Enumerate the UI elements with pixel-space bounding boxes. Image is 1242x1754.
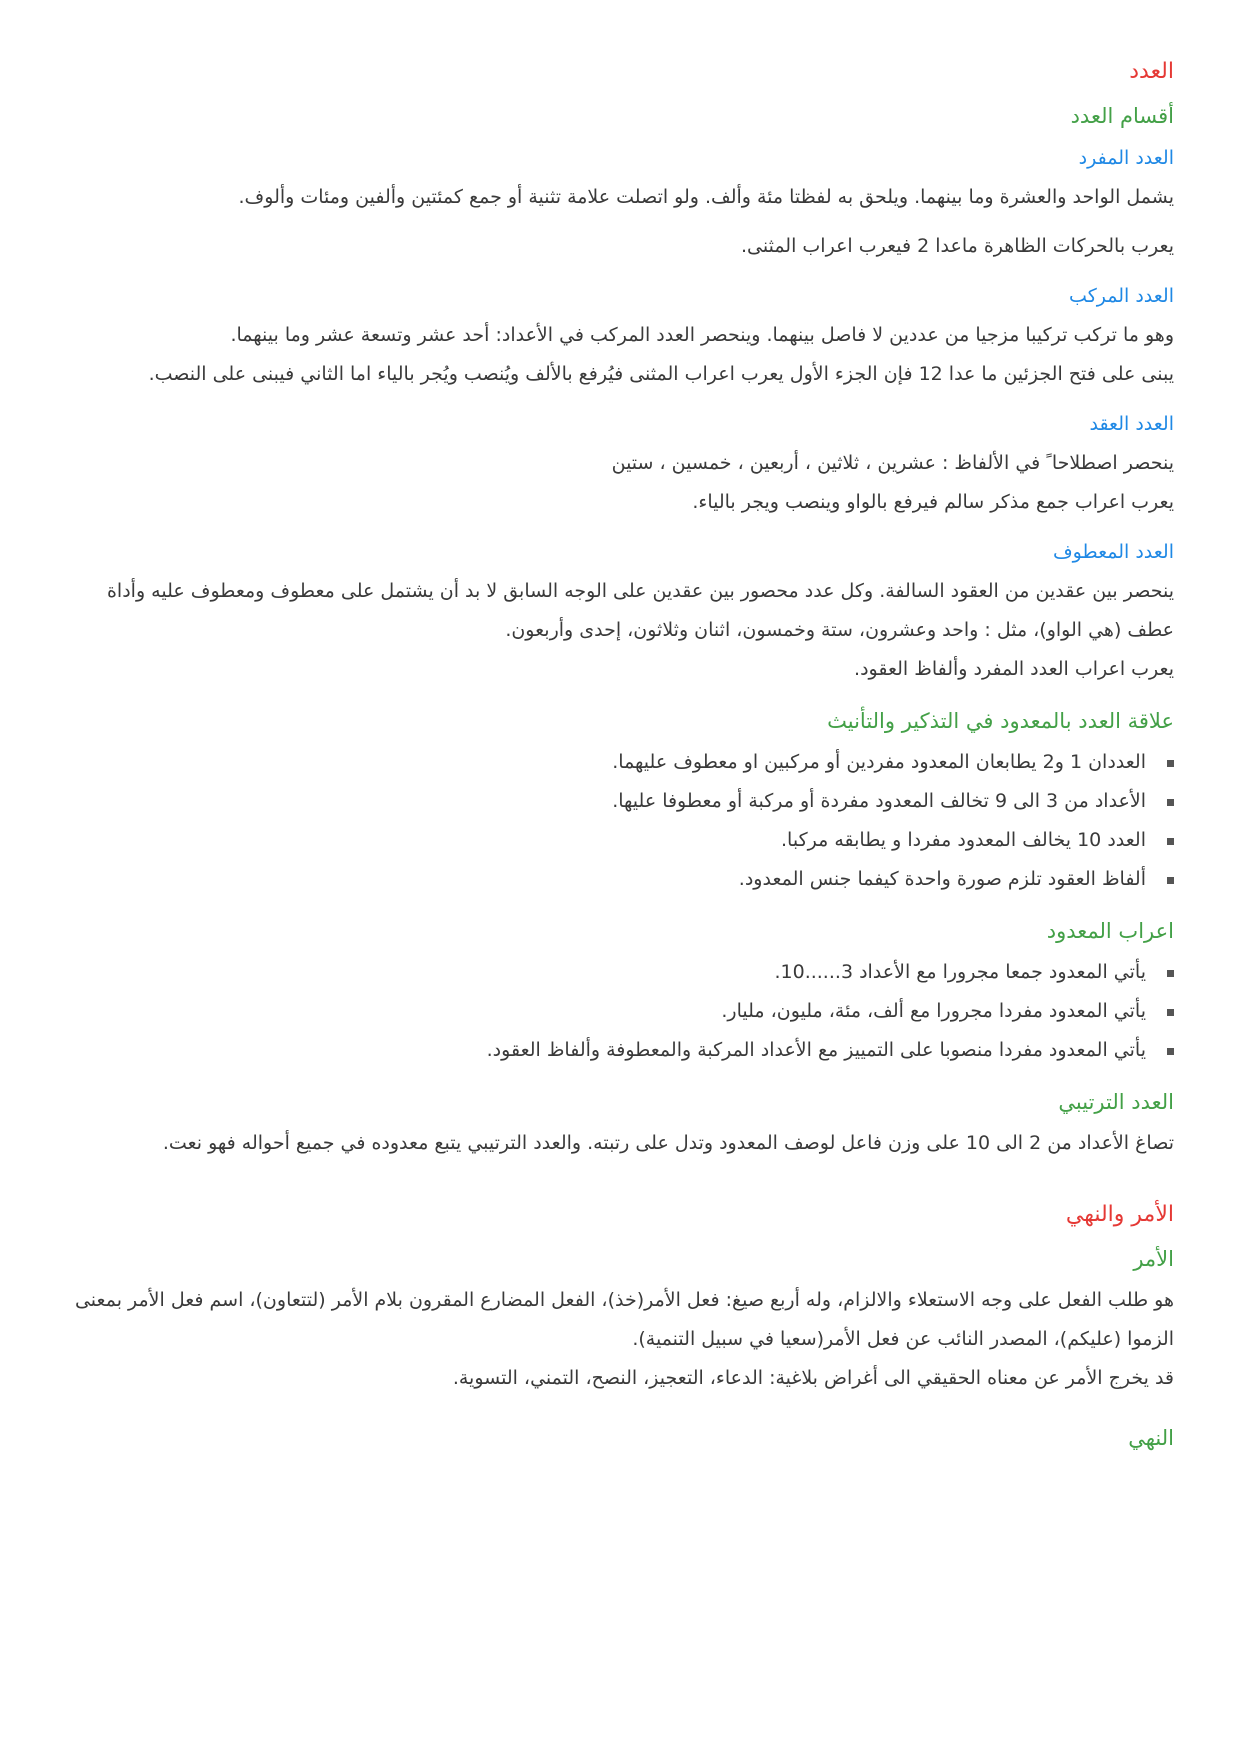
paragraph-conjoined-1: ينحصر بين عقدين من العقود السالفة. وكل عدد محصور بين عقدين على الوجه السابق لا بد أن يشتمل على معطوف ومعطوف عليه وأداة عطف (هي الواو)، مثل : واحد وعشرون، ستة وخمسون، اثنان وثلاثون، إحدى وأربعون. xyxy=(106,580,1174,641)
list-item: يأتي المعدود مفردا منصوبا على التمييز مع الأعداد المركبة والمعطوفة وألفاظ العقود. xyxy=(74,1031,1146,1070)
gender-relation-list xyxy=(74,743,1174,899)
square-bullet-icon xyxy=(1167,1009,1174,1016)
paragraph-decades-2: يعرب اعراب جمع مذكر سالم فيرفع بالواو وينصب ويجر بالياء. xyxy=(692,491,1174,513)
paragraph-compound-1: وهو ما تركب تركيبا مزجيا من عددين لا فاصل بينهما. وينحصر العدد المركب في الأعداد: أحد عشر وتسعة عشر وما بينهما. xyxy=(230,324,1174,346)
square-bullet-icon xyxy=(1167,760,1174,767)
paragraph-compound-2: يبنى على فتح الجزئين ما عدا 12 فإن الجزء الأول يعرب اعراب المثنى فيُرفع بالألف ويُنصب ويُجر بالياء اما الثاني فيبنى على النصب. xyxy=(148,363,1174,385)
list-item: العدد 10 يخالف المعدود مفردا و يطابقه مركبا. xyxy=(74,821,1146,860)
square-bullet-icon xyxy=(1167,970,1174,977)
heading-single-number: العدد المفرد xyxy=(1078,147,1174,169)
paragraph-decades-1: ينحصر اصطلاحا ً في الألفاظ : عشرين ، ثلاثين ، أربعين ، خمسين ، ستين xyxy=(611,452,1174,474)
subsection-title-divisions: أقسام العدد xyxy=(1070,104,1174,128)
subsection-title-prohibition: النهي xyxy=(1128,1426,1174,1450)
list-item: العددان 1 و2 يطابعان المعدود مفردين أو مركبين او معطوف عليهما. xyxy=(74,743,1146,782)
section-title-imperative: الأمر والنهي xyxy=(1065,1202,1174,1227)
heading-conjoined-number: العدد المعطوف xyxy=(1052,541,1174,563)
subsection-title-gender-relation: علاقة العدد بالمعدود في التذكير والتأنيث xyxy=(827,709,1174,733)
paragraph-conjoined-2: يعرب اعراب العدد المفرد وألفاظ العقود. xyxy=(854,658,1174,680)
square-bullet-icon xyxy=(1167,1048,1174,1055)
list-item: يأتي المعدود مفردا مجرورا مع ألف، مئة، مليون، مليار. xyxy=(74,992,1146,1031)
subsection-title-counted-parsing: اعراب المعدود xyxy=(1046,919,1174,943)
subsection-title-command: الأمر xyxy=(1133,1247,1174,1271)
paragraph-ordinal-1: تصاغ الأعداد من 2 الى 10 على وزن فاعل لوصف المعدود وتدل على رتبته. والعدد الترتيبي يتبع معدوده في جميع أحواله فهو نعت. xyxy=(162,1132,1174,1154)
section-title-number: العدد xyxy=(1129,59,1174,84)
heading-compound-number: العدد المركب xyxy=(1069,285,1174,307)
document-page xyxy=(74,50,1174,1460)
paragraph-command-1: هو طلب الفعل على وجه الاستعلاء والالزام، وله أربع صيغ: فعل الأمر(خذ)، الفعل المضارع المقرون بلام الأمر (لتتعاون)، اسم فعل الأمر بمعنى الزموا (عليكم)، المصدر النائب عن فعل الأمر(سعيا في سبيل التنمية). xyxy=(74,1289,1174,1350)
paragraph-single-2: يعرب بالحركات الظاهرة ماعدا 2 فيعرب اعراب المثنى. xyxy=(740,235,1174,257)
subsection-title-ordinal: العدد الترتيبي xyxy=(1058,1090,1174,1114)
paragraph-command-2: قد يخرج الأمر عن معناه الحقيقي الى أغراض بلاغية: الدعاء، التعجيز، النصح، التمني، التسوية. xyxy=(452,1367,1174,1389)
square-bullet-icon xyxy=(1167,799,1174,806)
list-item: الأعداد من 3 الى 9 تخالف المعدود مفردة أو مركبة أو معطوفا عليها. xyxy=(74,782,1146,821)
heading-decades-number: العدد العقد xyxy=(1089,413,1174,435)
square-bullet-icon xyxy=(1167,838,1174,845)
counted-parsing-list xyxy=(74,953,1174,1070)
square-bullet-icon xyxy=(1167,877,1174,884)
paragraph-single-1: يشمل الواحد والعشرة وما بينهما. ويلحق به لفظتا مئة وألف. ولو اتصلت علامة تثنية أو جمع كمئتين وألفين ومئات وألوف. xyxy=(238,186,1174,208)
list-item: ألفاظ العقود تلزم صورة واحدة كيفما جنس المعدود. xyxy=(74,860,1146,899)
list-item: يأتي المعدود جمعا مجرورا مع الأعداد 3......10. xyxy=(74,953,1146,992)
